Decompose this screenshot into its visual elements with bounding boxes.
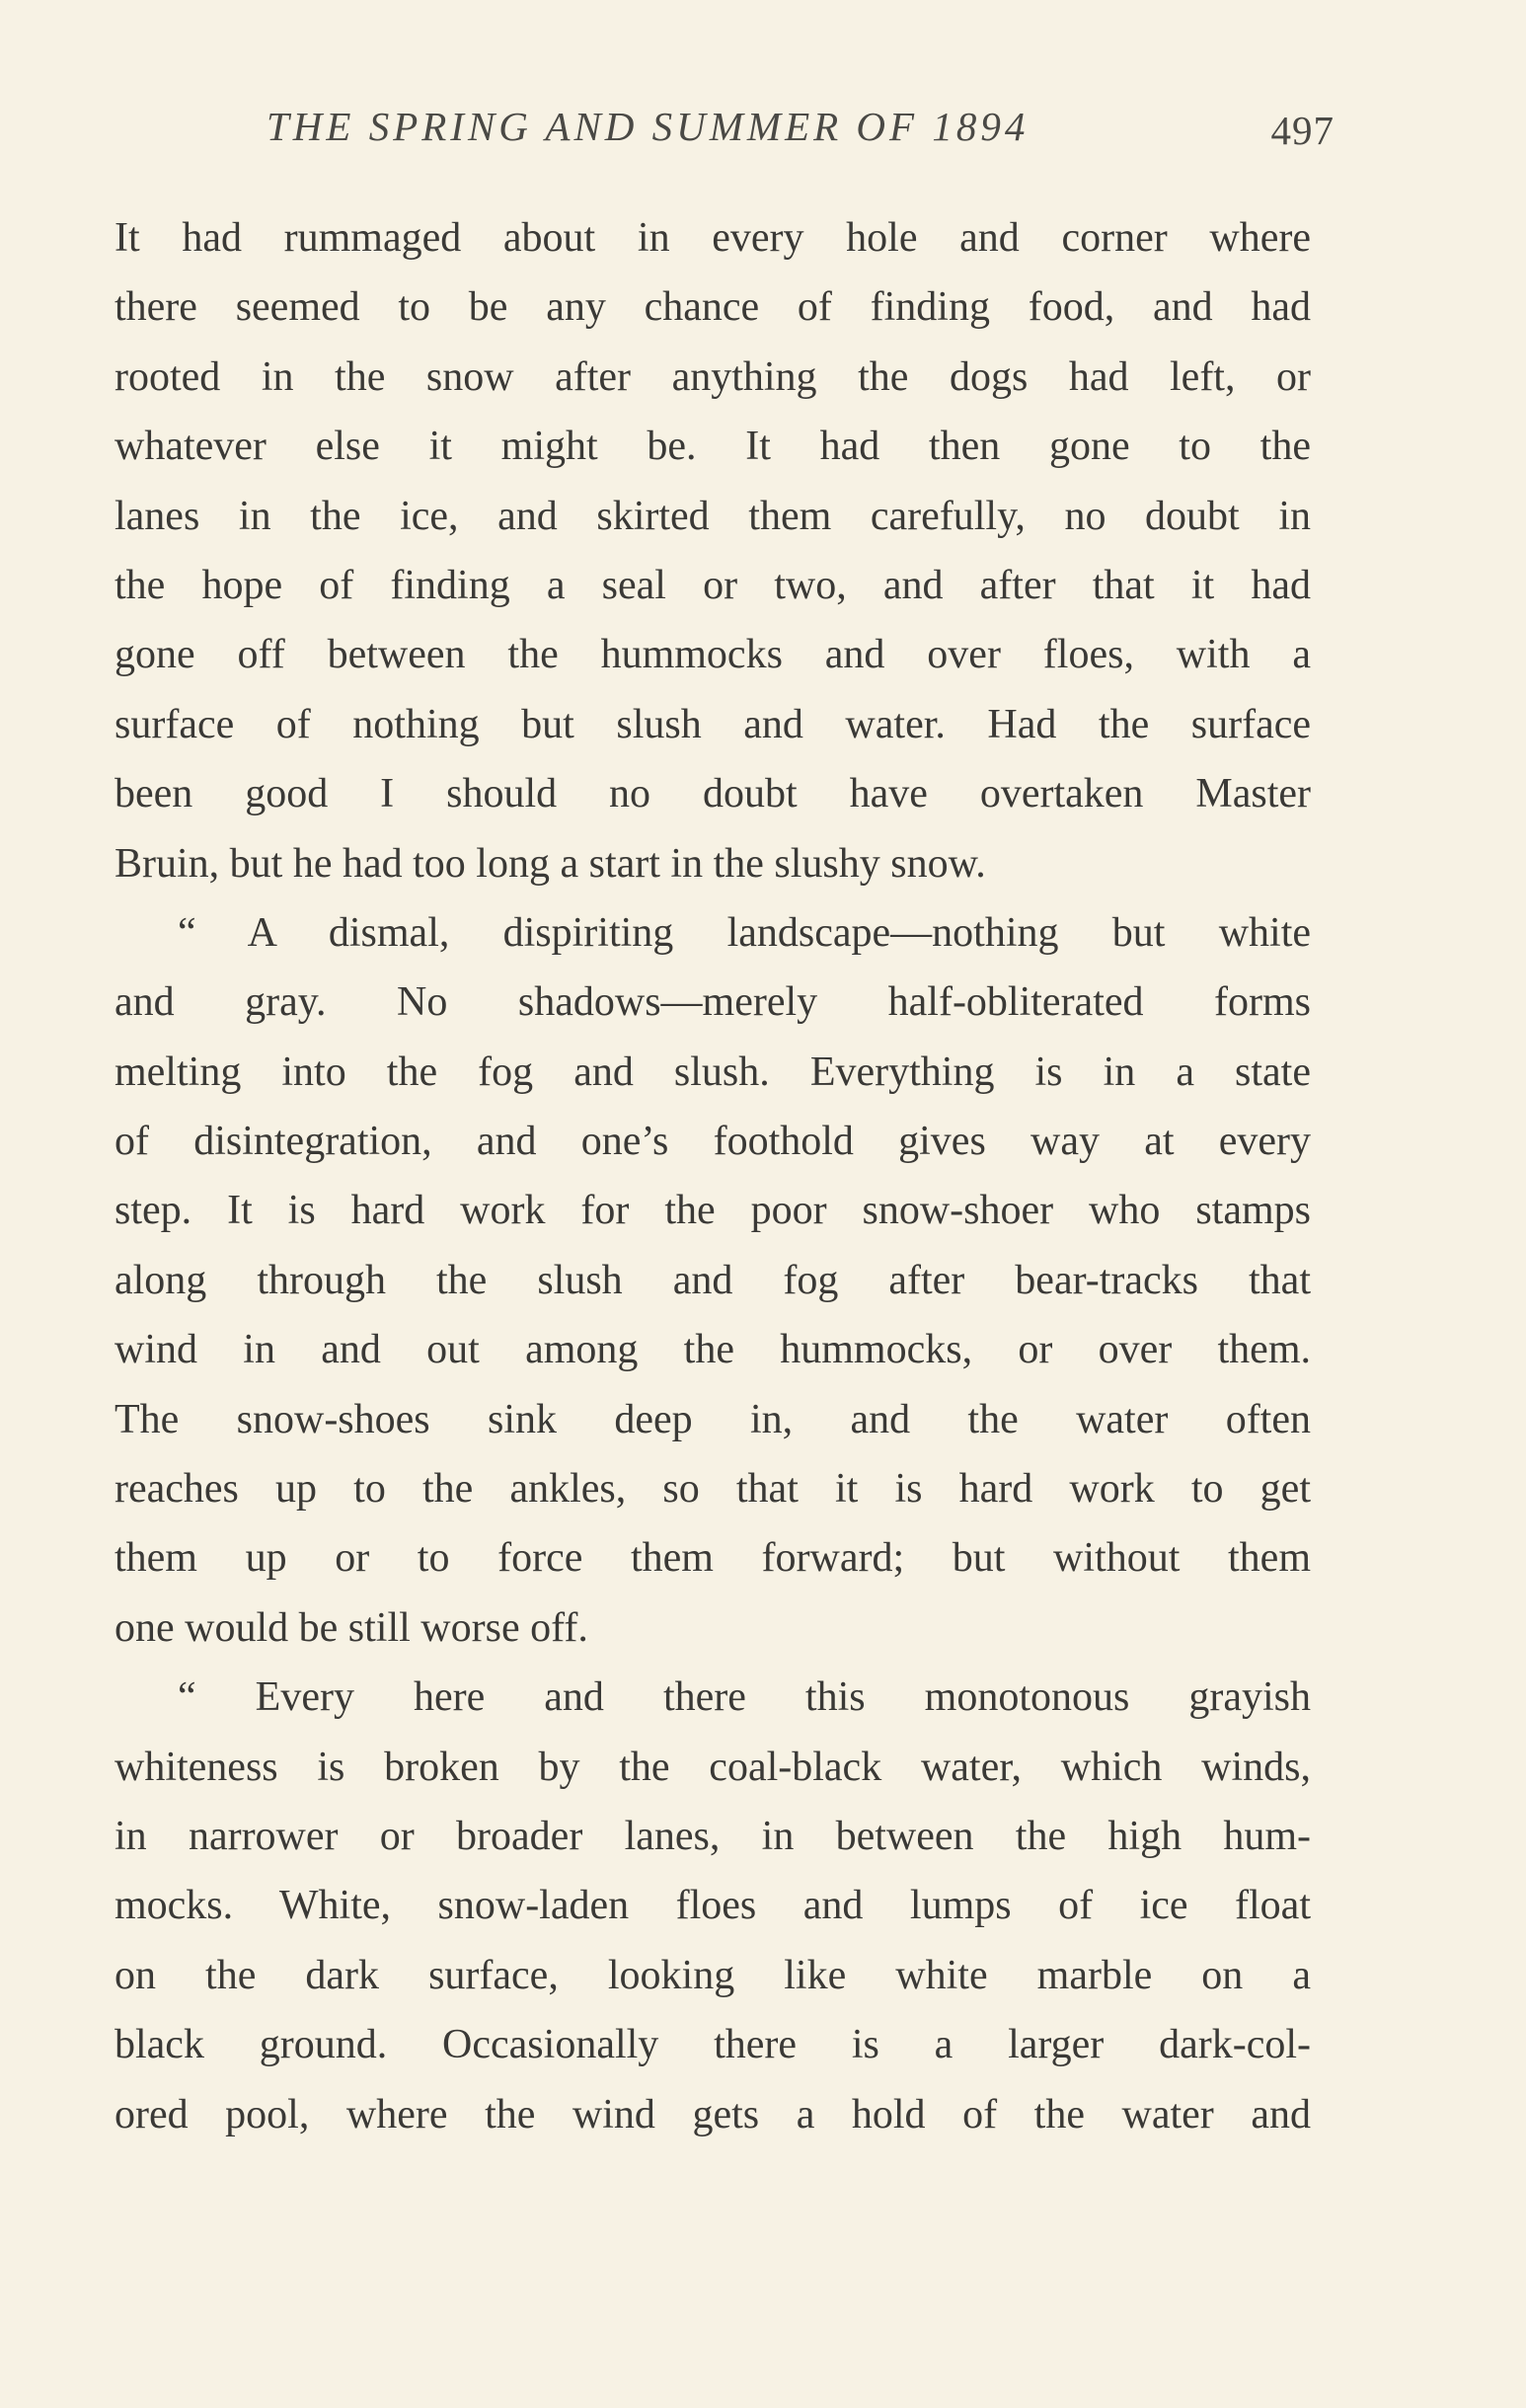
text-line: and gray. No shadows—merely half-obliterated forms	[114, 979, 1311, 1026]
text-line: “ Every here and there this monotonous grayish	[178, 1674, 1311, 1721]
text-line: “ A dismal, dispiriting landscape—nothing but white	[178, 909, 1311, 956]
text-line: rooted in the snow after anything the dogs had left, or	[114, 353, 1311, 400]
text-line: wind in and out among the hummocks, or over them.	[114, 1327, 1311, 1373]
text-line: there seemed to be any chance of finding food, and had	[114, 284, 1311, 331]
text-line: on the dark surface, looking like white marble on a	[114, 1952, 1311, 1998]
text-line: whiteness is broken by the coal-black water, which winds,	[114, 1744, 1311, 1790]
text-line: lanes in the ice, and skirted them carefully, no doubt in	[114, 493, 1311, 539]
text-line: surface of nothing but slush and water. Had the surface	[114, 701, 1311, 747]
text-line: one would be still worse off.	[114, 1604, 588, 1651]
body-text	[114, 203, 1311, 2149]
text-line: ored pool, where the wind gets a hold of the water and	[114, 2091, 1311, 2137]
text-line: black ground. Occasionally there is a larger dark-col-	[114, 2022, 1311, 2068]
text-line: along through the slush and fog after bear-tracks that	[114, 1257, 1311, 1303]
text-line: melting into the fog and slush. Everything is in a state	[114, 1049, 1311, 1095]
text-line: gone off between the hummocks and over floes, with a	[114, 632, 1311, 678]
text-line: It had rummaged about in every hole and corner where	[114, 215, 1311, 261]
text-line: them up or to force them forward; but without them	[114, 1535, 1311, 1582]
text-line: step. It is hard work for the poor snow-shoer who stamps	[114, 1188, 1311, 1234]
text-line: The snow-shoes sink deep in, and the water often	[114, 1396, 1311, 1442]
text-line: in narrower or broader lanes, in between the high hum-	[114, 1813, 1311, 1859]
text-line: reaches up to the ankles, so that it is hard work to get	[114, 1466, 1311, 1513]
text-line: been good I should no doubt have overtaken Master	[114, 771, 1311, 817]
text-line: the hope of finding a seal or two, and after that it had	[114, 562, 1311, 608]
running-title: THE SPRING AND SUMMER OF 1894	[267, 104, 1030, 149]
running-head	[267, 103, 1335, 162]
page-number: 497	[1270, 108, 1335, 153]
text-line: mocks. White, snow-laden floes and lumps of ice float	[114, 1883, 1311, 1929]
text-line: of disintegration, and one’s foothold gives way at every	[114, 1119, 1311, 1165]
text-line: Bruin, but he had too long a start in the slushy snow.	[114, 840, 986, 887]
text-line: whatever else it might be. It had then gone to the	[114, 424, 1311, 470]
